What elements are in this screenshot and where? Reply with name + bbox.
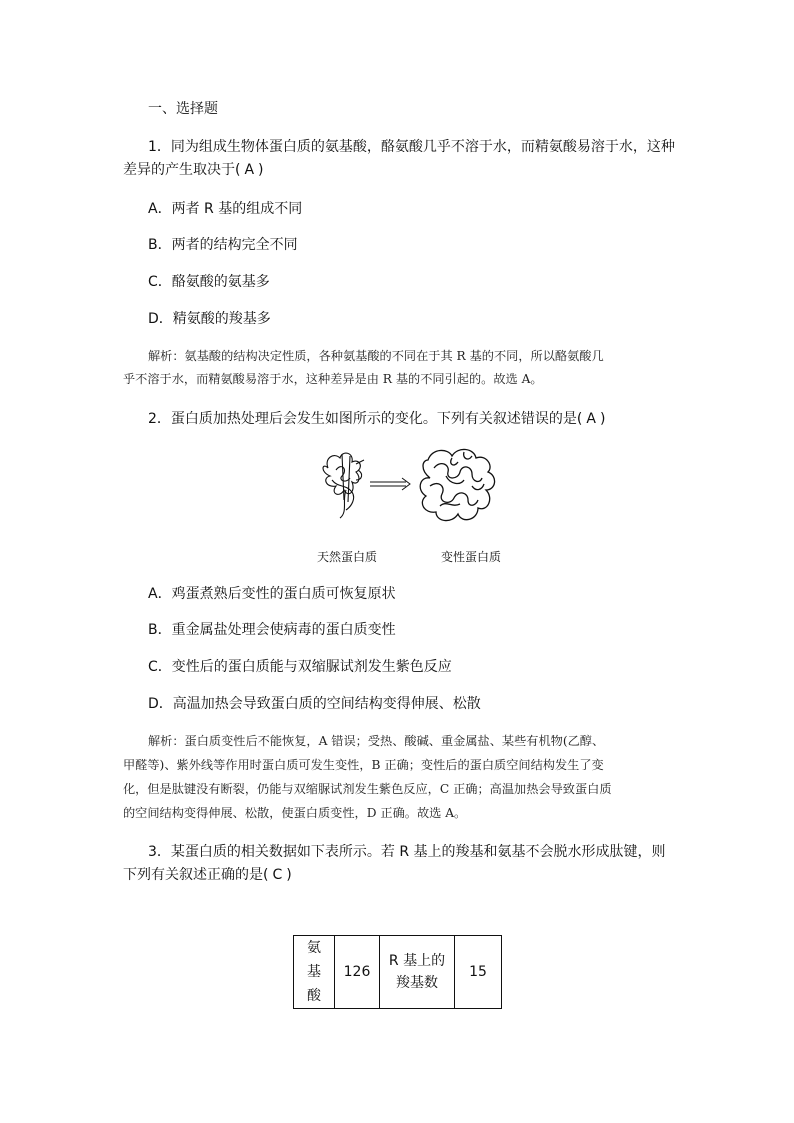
q1-explanation-line1: 解析：氨基酸的结构决定性质，各种氨基酸的不同在于其 R 基的不同，所以酪氨酸几 [148, 349, 604, 363]
native-protein-caption: 天然蛋白质 [317, 550, 378, 564]
q2-stem [148, 410, 605, 428]
q1-option-d: D．精氨酸的羧基多 [148, 311, 271, 327]
q1-stem-line2 [123, 161, 264, 179]
q3-stem-prefix: 下列有关叙述正确的是( [123, 867, 269, 883]
table-cell-r-carboxyl-count: 15 [455, 936, 502, 1009]
q1-explanation-line2: 乎不溶于水，而精氨酸易溶于水，这种差异是由 R 基的不同引起的。故选 A。 [123, 372, 543, 386]
table-cell-amino-acid: 氨 基 酸 [294, 936, 335, 1009]
q2-explanation-line2: 甲醛等)、紫外线等作用时蛋白质可发生变性，B 正确；变性后的蛋白质空间结构发生了变 [123, 758, 604, 772]
denatured-protein-caption: 变性蛋白质 [441, 550, 502, 564]
q1-option-c: C．酪氨酸的氨基多 [148, 274, 270, 290]
arrow-icon [370, 478, 410, 490]
q2-answer: A [586, 411, 596, 427]
q1-answer: A [244, 162, 255, 178]
q2-option-a: A．鸡蛋煮熟后变性的蛋白质可恢复原状 [148, 586, 396, 602]
table-row [294, 936, 502, 1009]
q3-stem-suffix: ) [286, 867, 292, 883]
table-cell-amino-acid-count: 126 [335, 936, 380, 1009]
q2-option-c: C．变性后的蛋白质能与双缩脲试剂发生紫色反应 [148, 659, 452, 675]
q1-stem-line1: 1．同为组成生物体蛋白质的氨基酸，酪氨酸几乎不溶于水，而精氨酸易溶于水，这种 [148, 139, 675, 155]
protein-data-table [293, 935, 502, 1009]
q3-stem-line1: 3．某蛋白质的相关数据如下表所示。若 R 基上的羧基和氨基不会脱水形成肽键，则 [148, 844, 666, 860]
table-cell-r-carboxyl: R 基上的 羧基数 [380, 936, 455, 1009]
q2-explanation-line4: 的空间结构变得伸展、松散，使蛋白质变性，D 正确。故选 A。 [123, 806, 467, 820]
section-title: 一、选择题 [148, 101, 218, 117]
q3-stem-line2 [123, 866, 292, 884]
q1-option-a: A．两者 R 基的组成不同 [148, 201, 303, 217]
q1-option-b: B．两者的结构完全不同 [148, 237, 298, 253]
q2-explanation-line1: 解析：蛋白质变性后不能恢复，A 错误；受热、酸碱、重金属盐、某些有机物(乙醇、 [148, 734, 605, 748]
q2-option-d: D．高温加热会导致蛋白质的空间结构变得伸展、松散 [148, 696, 481, 712]
q3-answer: C [272, 867, 283, 883]
protein-denaturation-figure [312, 440, 512, 545]
q1-stem-suffix: ) [258, 162, 264, 178]
q2-option-b: B．重金属盐处理会使病毒的蛋白质变性 [148, 622, 396, 638]
q2-stem-suffix: ) [599, 411, 606, 427]
q2-explanation-line3: 化，但是肽键没有断裂，仍能与双缩脲试剂发生紫色反应，C 正确；高温加热会导致蛋白质 [123, 782, 612, 796]
denatured-protein-drawing [420, 449, 494, 520]
q2-stem-prefix: 2．蛋白质加热处理后会发生如图所示的变化。下列有关叙述错误的是( [148, 411, 583, 427]
q1-stem-prefix: 差异的产生取决于( [123, 162, 241, 178]
native-protein-drawing [323, 453, 364, 518]
